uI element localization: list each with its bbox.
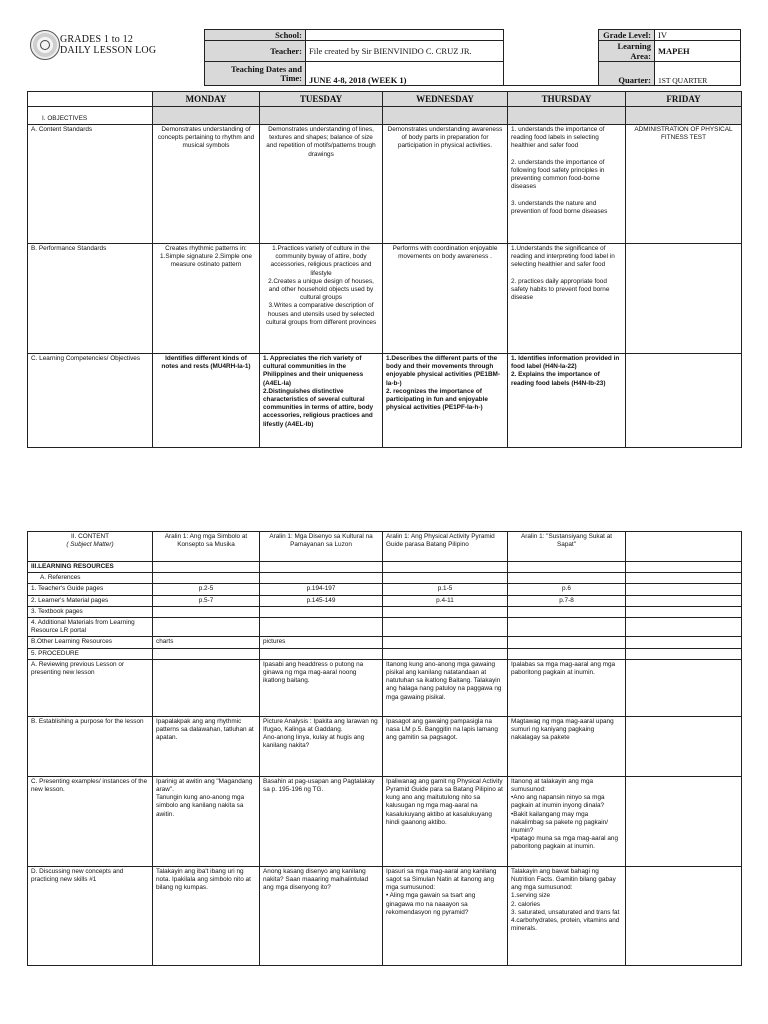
lm-pages-tue: p.145-149 bbox=[260, 595, 383, 606]
teacher-value: File created by Sir BIENVINIDO C. CRUZ JR. bbox=[306, 41, 504, 62]
content-thu: Aralin 1: "Sustansiyang Sukat at Sapat" bbox=[508, 532, 626, 562]
content-wed: Aralin 1: Ang Physical Activity Pyramid Guide parasa Batang Pilipino bbox=[383, 532, 508, 562]
day-header-tuesday: TUESDAY bbox=[260, 92, 383, 107]
content-procedure-table bbox=[27, 531, 742, 966]
school-value bbox=[306, 30, 504, 41]
row-label-presenting-examples: C. Presenting examples/ instances of the new lesson. bbox=[28, 776, 153, 866]
proc-d-thu: Talakayin ang bawat bahagi ng Nutrition Facts. Gamitin bilang gabay ang mga sumusunod: 1.serving size 2. calories 3. saturated, unsaturated and trans fat 4.carbohydrates, protein, vitamins and minerals. bbox=[508, 866, 626, 965]
perf-std-thu: 1.Understands the significance of reading and interpreting food label in selecting healthier and safer food 2. practices daily appropriate food safety habits to prevent food borne disease bbox=[508, 244, 626, 354]
proc-a-mon bbox=[153, 659, 260, 716]
row-label-teachers-guide: 1. Teacher's Guide pages bbox=[28, 584, 153, 595]
procedure-heading: 5. PROCEDURE bbox=[28, 648, 153, 659]
log-title bbox=[60, 34, 156, 56]
proc-b-wed: Ipasagot ang gawaing pampasigla na nasa LM p.5. Banggitin na lapis lamang ang gamitin sa pagsagot. bbox=[383, 716, 508, 776]
perf-std-mon: Creates rhythmic patterns in: 1.Simple signature 2.Simple one measure ostinato pattern bbox=[153, 244, 260, 354]
proc-d-mon: Talakayin ang iba't ibang uri ng nota. Ipakilala ang simbolo nito at bilang ng kumpas. bbox=[153, 866, 260, 965]
proc-c-tue: Basahin at pag-usapan ang Pagtalakay sa p. 195-196 ng TG. bbox=[260, 776, 383, 866]
teacher-label: Teacher: bbox=[205, 41, 306, 62]
content-std-tue: Demonstrates understanding of lines, textures and shapes; balance of size and repetition of motifs/patterns trough drawings bbox=[260, 125, 383, 244]
tg-pages-wed: p.1-5 bbox=[383, 584, 508, 595]
row-label-learning-competencies: C. Learning Competencies/ Objectives bbox=[28, 354, 153, 448]
proc-c-wed: Ipaliwanag ang gamit ng Physical Activity Pyramid Guide para sa Batang Pilipino at kung ano ang maitutulong nito sa kalusugan ng mga mag-aaral na kasalukuyang aktibo at kasalukuyang hindi gaanong aktibo. bbox=[383, 776, 508, 866]
row-label-discussing: D. Discussing new concepts and practicing new skills #1 bbox=[28, 866, 153, 965]
header-info-table bbox=[204, 29, 741, 86]
competency-thu: 1. Identifies information provided in food label (H4N-Ia-22) 2. Explains the importance of reading food labels (H4N-Ib-23) bbox=[508, 354, 626, 448]
content-fri bbox=[626, 532, 742, 562]
deped-seal-logo bbox=[30, 30, 60, 60]
dates-value: JUNE 4-8, 2018 (WEEK 1) bbox=[306, 62, 504, 86]
day-header-wednesday: WEDNESDAY bbox=[383, 92, 508, 107]
grade-level-value: IV bbox=[655, 30, 741, 41]
day-header-monday: MONDAY bbox=[153, 92, 260, 107]
quarter-label: Quarter: bbox=[599, 62, 655, 86]
row-label-content-standards: A. Content Standards bbox=[28, 125, 153, 244]
tg-pages-thu: p.6 bbox=[508, 584, 626, 595]
dates-label: Teaching Dates and Time: bbox=[205, 62, 306, 86]
references-heading: A. References bbox=[28, 573, 153, 584]
tg-pages-tue: p.194-197 bbox=[260, 584, 383, 595]
perf-std-wed: Performs with coordination enjoyable movements on body awareness . bbox=[383, 244, 508, 354]
lm-pages-wed: p.4-11 bbox=[383, 595, 508, 606]
row-label-performance-standards: B. Performance Standards bbox=[28, 244, 153, 354]
row-label-learners-material: 2. Learner's Material pages bbox=[28, 595, 153, 606]
day-header-friday: FRIDAY bbox=[626, 92, 742, 107]
lm-pages-thu: p.7-8 bbox=[508, 595, 626, 606]
content-std-wed: Demonstrates understanding awareness of body parts in preparation for participation in physical activities. bbox=[383, 125, 508, 244]
row-label-content bbox=[28, 532, 153, 562]
lm-pages-mon: p.5-7 bbox=[153, 595, 260, 606]
row-label-reviewing: A. Reviewing previous Lesson or presenting new lesson bbox=[28, 659, 153, 716]
proc-b-mon: Ipapalakpak ang ang rhythmic patterns sa dalawahan, tatluhan at apatan. bbox=[153, 716, 260, 776]
content-std-thu: 1. understands the importance of reading food labels in selecting healthier and safer food 2. understands the importance of following food safety principles in preventing common food-borne diseases 3. understands the nature and prevention of food borne diseases bbox=[508, 125, 626, 244]
proc-a-thu: Ipalabas sa mga mag-aaral ang mga paboritong pagkain at inumin. bbox=[508, 659, 626, 716]
day-header-thursday: THURSDAY bbox=[508, 92, 626, 107]
competency-tue: 1. Appreciates the rich variety of cultural communities in the Philippines and their uniqueness (A4EL-Ia) 2.Distinguishes distinctive characteristics of several cultural communities in terms of attire, body accessories, religious practices and lifestly (A4EL-Ib) bbox=[260, 354, 383, 448]
proc-d-tue: Anong kasang disenyo ang kanilang nakita? Saan maaaring maihalintulad ang mga disenyong ito? bbox=[260, 866, 383, 965]
row-label-textbook: 3. Textbook pages bbox=[28, 606, 153, 617]
proc-a-wed: Itanong kung ano-anong mga gawaing pisikal ang kanilang natatandaan at natutuhan sa ikatlong Baitang. Talakayin ang halaga nang patuloy na paggawa ng mga gawaing pisikal. bbox=[383, 659, 508, 716]
proc-c-thu: Itanong at talakayin ang mga sumusunod: •Ano ang napansin ninyo sa mga pagkain at inumin inyong dinala? •Bakit kailangang may mga nakalimbag sa pakete ng pagkain/ inumin? •Ipatago muna sa mga mag-aaral ang paboritong pagkain at inumin. bbox=[508, 776, 626, 866]
proc-b-thu: Magtawag ng mga mag-aaral upang sumuri ng kaniyang pagkaing nakalagay sa pakete bbox=[508, 716, 626, 776]
objectives-heading: I. OBJECTIVES bbox=[28, 107, 153, 125]
content-heading: II. CONTENT bbox=[71, 533, 109, 540]
competency-wed: 1.Describes the different parts of the body and their movements through enjoyable physical activities (PE1BM-Ia-b-) 2. recognizes the importance of participating in fun and enjoyable physical activities (PE1PF-Ia-h-) bbox=[383, 354, 508, 448]
row-label-purpose: B. Establishing a purpose for the lesson bbox=[28, 716, 153, 776]
title-line2: DAILY LESSON LOG bbox=[60, 45, 157, 56]
perf-std-tue: 1.Practices variety of culture in the community byway of attire, body accessories, religious practices and lifestyle 2.Creates a unique design of houses, and other household objects used by cultural groups 3.Writes a comparative description of houses and utensils used by selected cultural groups from different provinces bbox=[260, 244, 383, 354]
title-line1: GRADES 1 to 12 bbox=[60, 34, 134, 45]
tg-pages-mon: p.2-5 bbox=[153, 584, 260, 595]
subject-matter-label: ( Subject Matter) bbox=[66, 541, 114, 549]
content-mon: Aralin 1: Ang mga Simbolo at Konsepto sa Musika bbox=[153, 532, 260, 562]
other-res-mon: charts bbox=[153, 637, 260, 648]
proc-d-wed: Ipasuri sa mga mag-aaral ang kanilang sagot sa Simulan Natin at itanong ang mga sumusunod: • Aling mga gawain sa tsart ang ginagawa mo na naaayon sa rekomendasyon ng pyramid? bbox=[383, 866, 508, 965]
proc-c-mon: Iparinig at awitin ang "Magandang araw". Tanungin kung ano-anong mga simbolo ang kanilang nakita sa awitin. bbox=[153, 776, 260, 866]
learning-resources-heading: III.LEARNING RESOURCES bbox=[28, 562, 153, 573]
content-tue: Aralin 1: Mga Disenyo sa Kultural na Pamayanan sa Luzon bbox=[260, 532, 383, 562]
competency-fri bbox=[626, 354, 742, 448]
other-res-tue: pictures bbox=[260, 637, 383, 648]
proc-a-tue: Ipasabi ang headdress o putong na ginawa ng mga mag-aaral noong ikatlong baitang. bbox=[260, 659, 383, 716]
perf-std-fri bbox=[626, 244, 742, 354]
quarter-value: 1ST QUARTER bbox=[655, 62, 741, 86]
content-std-fri: ADMINISTRATION OF PHYSICAL FITNESS TEST bbox=[626, 125, 742, 244]
objectives-table bbox=[27, 91, 742, 448]
row-label-additional-materials: 4. Additional Materials from Learning Resource LR portal bbox=[28, 618, 153, 637]
grade-level-label: Grade Level: bbox=[599, 30, 655, 41]
row-label-other-resources: B.Other Learning Resources bbox=[28, 637, 153, 648]
learning-area-label: Learning Area: bbox=[599, 41, 655, 62]
school-label: School: bbox=[205, 30, 306, 41]
proc-b-tue: Picture Analysis : Ipakita ang larawan ng Ifugao, Kalinga at Gaddang. Ano-anong linya, kulay at hugis ang kanilang nakita? bbox=[260, 716, 383, 776]
competency-mon: Identifies different kinds of notes and rests (MU4RH-Ia-1) bbox=[153, 354, 260, 448]
learning-area-value: MAPEH bbox=[655, 41, 741, 62]
content-std-mon: Demonstrates understanding of concepts pertaining to rhythm and musical symbols bbox=[153, 125, 260, 244]
